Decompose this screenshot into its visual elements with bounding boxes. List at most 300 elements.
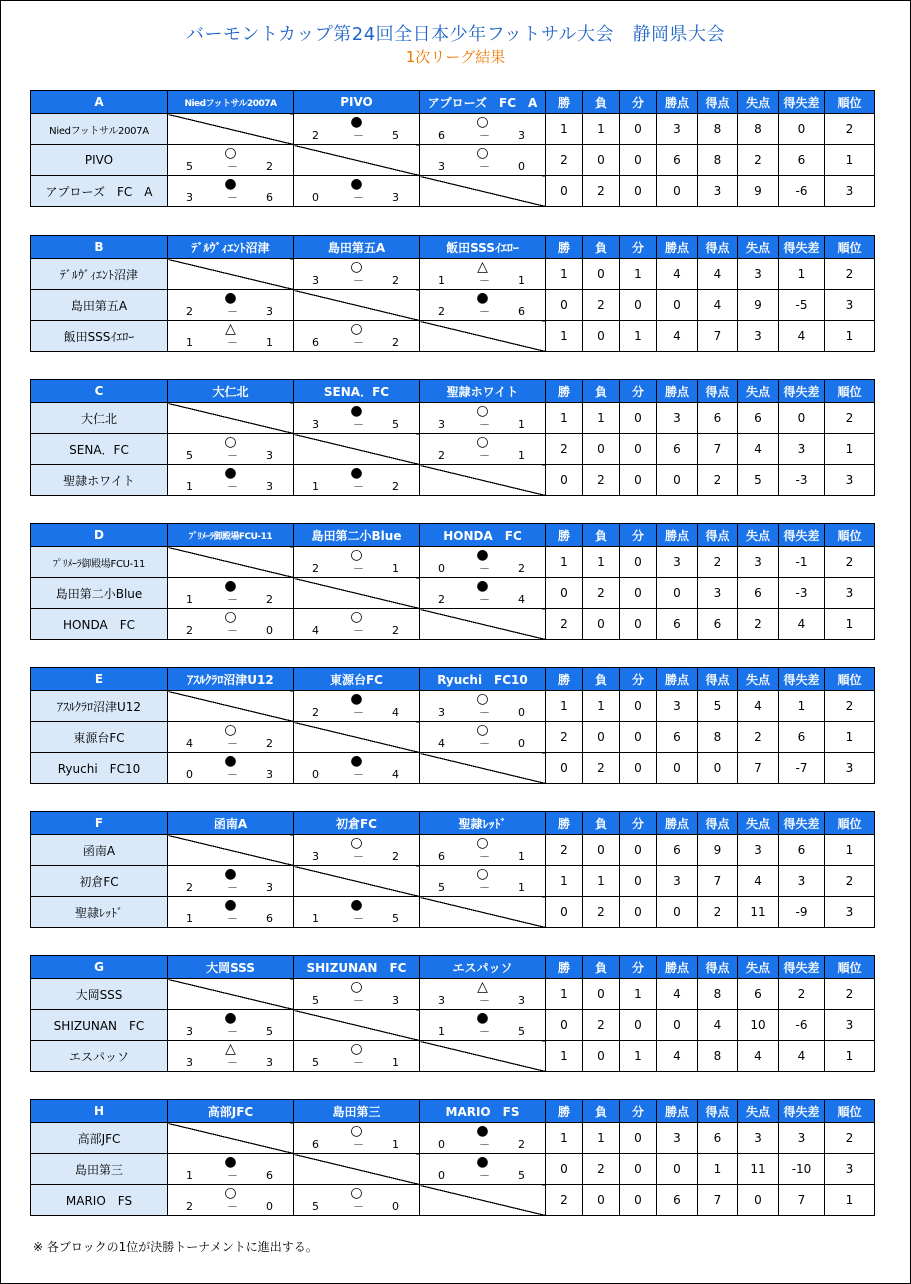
result-mark-icon: ● (476, 1010, 489, 1026)
match-result-cell (420, 114, 546, 145)
score-for: 3 (438, 160, 445, 173)
stat-value: 1 (583, 691, 620, 722)
result-mark-icon: ○ (224, 145, 237, 161)
row-team-name: 聖隷ﾚｯﾄﾞ (31, 897, 168, 928)
row-team-name: Niedフットサル2007A (31, 114, 168, 145)
stat-value: 8 (698, 1041, 738, 1072)
stat-header: 失点 (738, 668, 779, 691)
stat-value: 2 (825, 403, 875, 434)
stat-value: 8 (698, 979, 738, 1010)
stat-value: 0 (620, 176, 657, 207)
stat-value: 0 (620, 434, 657, 465)
stat-value: 4 (738, 691, 779, 722)
stat-header: 得失差 (779, 668, 825, 691)
stat-value: 1 (825, 145, 875, 176)
score-against: 5 (518, 1169, 525, 1182)
row-team-name: ﾌﾟﾘﾒｰﾗ御殿場FCU-11 (31, 547, 168, 578)
group-header-row (31, 1100, 875, 1123)
stat-value: 3 (738, 1123, 779, 1154)
stat-value: 1 (583, 547, 620, 578)
stat-value: 0 (583, 722, 620, 753)
result-mark-icon: ○ (350, 835, 363, 851)
stat-header: 得失差 (779, 956, 825, 979)
stat-value: 4 (738, 866, 779, 897)
stat-value: 4 (657, 1041, 698, 1072)
stat-header: 分 (620, 956, 657, 979)
stat-header: 勝点 (657, 812, 698, 835)
score-for: 6 (312, 336, 319, 349)
stat-value: 1 (583, 1123, 620, 1154)
stat-header: 順位 (825, 1100, 875, 1123)
score-for: 2 (438, 305, 445, 318)
result-mark-icon: ● (224, 1010, 237, 1026)
score-against: 2 (392, 274, 399, 287)
stat-header: 得点 (698, 380, 738, 403)
match-result-cell (420, 403, 546, 434)
stat-value: 2 (583, 1154, 620, 1185)
match-result-cell (420, 691, 546, 722)
stat-value: 3 (825, 465, 875, 496)
result-mark-icon: ● (224, 866, 237, 882)
stat-value: 6 (698, 403, 738, 434)
team-row (31, 1041, 875, 1072)
score-against: 6 (266, 912, 273, 925)
match-result-cell (294, 1041, 420, 1072)
stat-value: 0 (657, 897, 698, 928)
stat-header: 得失差 (779, 524, 825, 547)
match-result-cell (294, 897, 420, 928)
group-table-a (30, 90, 875, 207)
stat-header: 得失差 (779, 812, 825, 835)
stat-header: 勝 (546, 380, 583, 403)
team-row (31, 1154, 875, 1185)
result-mark-icon: ○ (350, 259, 363, 275)
stat-value: 6 (657, 609, 698, 640)
team-row (31, 145, 875, 176)
score-dash: － (479, 1169, 490, 1182)
match-result-cell (168, 722, 294, 753)
score-against: 5 (518, 1025, 525, 1038)
stat-value: 0 (620, 691, 657, 722)
group-table-b (30, 235, 875, 352)
stat-value: 4 (738, 1041, 779, 1072)
column-team-name: 函南A (168, 812, 294, 835)
score-for: 2 (312, 706, 319, 719)
group-table-f (30, 811, 875, 928)
score-for: 1 (186, 1169, 193, 1182)
stat-value: 8 (698, 145, 738, 176)
page-subtitle: 1次リーグ結果 (405, 48, 506, 66)
score-against: 6 (266, 1169, 273, 1182)
score-for: 4 (312, 624, 319, 637)
result-mark-icon: ○ (476, 722, 489, 738)
stat-value: 2 (546, 722, 583, 753)
score-for: 4 (438, 737, 445, 750)
match-result-cell (420, 1123, 546, 1154)
stat-value: 6 (738, 578, 779, 609)
score-dash: － (227, 480, 238, 493)
result-mark-icon: △ (477, 259, 488, 275)
stat-header: 順位 (825, 236, 875, 259)
score-dash: － (353, 912, 364, 925)
stat-value: 2 (738, 722, 779, 753)
self-match-cell (168, 835, 294, 866)
result-mark-icon: ○ (476, 835, 489, 851)
score-for: 0 (438, 1169, 445, 1182)
score-dash: － (479, 593, 490, 606)
group-table-g (30, 955, 875, 1072)
group-header-row (31, 812, 875, 835)
stat-value: 3 (779, 434, 825, 465)
stat-value: 1 (546, 547, 583, 578)
match-result-cell (294, 753, 420, 784)
row-team-name: 島田第三 (31, 1154, 168, 1185)
page-title: バーモントカップ第24回全日本少年フットサル大会 静岡県大会 (185, 24, 726, 45)
result-mark-icon: ● (350, 897, 363, 913)
score-for: 5 (312, 1200, 319, 1213)
stat-value: 2 (825, 979, 875, 1010)
stat-value: 2 (583, 753, 620, 784)
score-against: 3 (392, 191, 399, 204)
stat-value: 0 (620, 866, 657, 897)
stat-value: 1 (825, 722, 875, 753)
self-match-cell (168, 547, 294, 578)
score-against: 0 (518, 706, 525, 719)
stat-header: 得失差 (779, 236, 825, 259)
stat-value: 9 (738, 176, 779, 207)
score-dash: － (479, 129, 490, 142)
stat-header: 順位 (825, 91, 875, 114)
row-team-name: アプローズ FC A (31, 176, 168, 207)
score-dash: － (227, 1025, 238, 1038)
stat-value: 2 (825, 691, 875, 722)
match-result-cell (420, 1010, 546, 1041)
stat-header: 得点 (698, 956, 738, 979)
score-against: 0 (266, 624, 273, 637)
stat-value: 0 (583, 1185, 620, 1216)
score-for: 3 (438, 994, 445, 1007)
score-against: 4 (392, 706, 399, 719)
stat-value: 0 (620, 1154, 657, 1185)
stat-value: 11 (738, 1154, 779, 1185)
score-against: 1 (392, 1056, 399, 1069)
score-dash: － (353, 480, 364, 493)
match-result-cell (294, 1185, 420, 1216)
score-dash: － (227, 191, 238, 204)
result-mark-icon: ● (350, 176, 363, 192)
score-against: 1 (518, 418, 525, 431)
stat-value: 2 (825, 866, 875, 897)
match-result-cell (168, 609, 294, 640)
stat-value: 0 (657, 1154, 698, 1185)
score-against: 2 (392, 480, 399, 493)
score-for: 2 (186, 881, 193, 894)
score-for: 0 (438, 562, 445, 575)
row-team-name: 東源台FC (31, 722, 168, 753)
score-against: 2 (518, 562, 525, 575)
stat-header: 順位 (825, 668, 875, 691)
result-mark-icon: ○ (476, 114, 489, 130)
score-against: 2 (392, 850, 399, 863)
result-mark-icon: ● (476, 578, 489, 594)
stat-value: 4 (657, 259, 698, 290)
group-label: E (31, 668, 168, 691)
score-dash: － (479, 418, 490, 431)
stat-value: 6 (698, 609, 738, 640)
team-row (31, 114, 875, 145)
score-dash: － (353, 1138, 364, 1151)
match-result-cell (294, 465, 420, 496)
self-match-cell (168, 403, 294, 434)
stat-header: 得失差 (779, 380, 825, 403)
score-against: 1 (518, 881, 525, 894)
score-for: 5 (312, 1056, 319, 1069)
score-for: 6 (438, 129, 445, 142)
self-match-cell (420, 176, 546, 207)
self-match-cell (420, 321, 546, 352)
stat-header: 得失差 (779, 1100, 825, 1123)
stat-value: 1 (546, 403, 583, 434)
stat-value: 2 (583, 578, 620, 609)
group-label: H (31, 1100, 168, 1123)
result-mark-icon: ● (476, 290, 489, 306)
result-mark-icon: ○ (224, 434, 237, 450)
score-dash: － (479, 562, 490, 575)
score-dash: － (353, 562, 364, 575)
row-team-name: 島田第二小Blue (31, 578, 168, 609)
stat-value: 3 (657, 403, 698, 434)
score-for: 0 (186, 768, 193, 781)
result-mark-icon: ● (224, 465, 237, 481)
stat-header: 負 (583, 91, 620, 114)
stat-value: 9 (738, 290, 779, 321)
stat-value: 0 (657, 176, 698, 207)
stat-header: 勝点 (657, 380, 698, 403)
result-mark-icon: ○ (476, 145, 489, 161)
stat-header: 失点 (738, 956, 779, 979)
score-dash: － (227, 449, 238, 462)
stat-header: 得点 (698, 91, 738, 114)
stat-value: 2 (583, 176, 620, 207)
stat-header: 負 (583, 668, 620, 691)
score-against: 2 (266, 593, 273, 606)
score-for: 3 (186, 1025, 193, 1038)
score-for: 1 (312, 480, 319, 493)
stat-header: 失点 (738, 524, 779, 547)
score-dash: － (227, 768, 238, 781)
score-dash: － (353, 418, 364, 431)
score-dash: － (353, 768, 364, 781)
stat-value: 4 (698, 1010, 738, 1041)
self-match-cell (420, 1185, 546, 1216)
stat-value: 9 (698, 835, 738, 866)
self-match-cell (294, 1010, 420, 1041)
stat-value: 3 (825, 290, 875, 321)
match-result-cell (294, 114, 420, 145)
stat-value: 0 (546, 176, 583, 207)
result-mark-icon: ● (224, 176, 237, 192)
stat-header: 順位 (825, 524, 875, 547)
stat-header: 失点 (738, 812, 779, 835)
stat-value: 6 (738, 403, 779, 434)
group-header-row (31, 91, 875, 114)
score-dash: － (479, 737, 490, 750)
stat-value: 0 (657, 290, 698, 321)
stat-value: 2 (546, 434, 583, 465)
score-against: 2 (266, 737, 273, 750)
stat-value: 1 (825, 321, 875, 352)
row-team-name: 高部JFC (31, 1123, 168, 1154)
score-against: 3 (518, 994, 525, 1007)
stat-value: 1 (620, 259, 657, 290)
match-result-cell (168, 1185, 294, 1216)
group-header-row (31, 236, 875, 259)
team-row (31, 1185, 875, 1216)
score-against: 5 (266, 1025, 273, 1038)
stat-value: 2 (698, 897, 738, 928)
row-team-name: 聖隷ホワイト (31, 465, 168, 496)
score-for: 6 (312, 1138, 319, 1151)
team-row (31, 434, 875, 465)
group-table-h (30, 1099, 875, 1216)
stat-value: 0 (583, 321, 620, 352)
stat-value: 0 (583, 259, 620, 290)
stat-value: 8 (698, 114, 738, 145)
stat-value: 0 (620, 465, 657, 496)
stat-value: 3 (698, 176, 738, 207)
score-dash: － (353, 624, 364, 637)
stat-value: 2 (546, 145, 583, 176)
stat-value: 8 (738, 114, 779, 145)
score-dash: － (353, 274, 364, 287)
stat-header: 勝点 (657, 1100, 698, 1123)
stat-value: 2 (583, 1010, 620, 1041)
stat-value: 1 (546, 691, 583, 722)
score-dash: － (353, 850, 364, 863)
column-team-name: 飯田SSSｲｴﾛｰ (420, 236, 546, 259)
stat-header: 勝 (546, 668, 583, 691)
stat-value: 0 (620, 1010, 657, 1041)
score-against: 0 (518, 737, 525, 750)
match-result-cell (420, 547, 546, 578)
stat-value: 1 (583, 403, 620, 434)
score-for: 0 (312, 768, 319, 781)
row-team-name: 大仁北 (31, 403, 168, 434)
stat-value: 0 (620, 753, 657, 784)
stat-value: 3 (657, 691, 698, 722)
stat-value: 4 (657, 979, 698, 1010)
score-against: 0 (392, 1200, 399, 1213)
stat-value: 3 (825, 897, 875, 928)
match-result-cell (168, 145, 294, 176)
stat-header: 失点 (738, 1100, 779, 1123)
score-for: 3 (186, 1056, 193, 1069)
stat-value: 0 (620, 1185, 657, 1216)
team-row (31, 897, 875, 928)
score-for: 0 (312, 191, 319, 204)
stat-value: 2 (698, 547, 738, 578)
stat-value: 4 (657, 321, 698, 352)
team-row (31, 547, 875, 578)
column-team-name: MARIO FS (420, 1100, 546, 1123)
stat-value: 3 (657, 547, 698, 578)
stat-value: 6 (657, 835, 698, 866)
score-against: 5 (392, 418, 399, 431)
score-against: 3 (518, 129, 525, 142)
score-for: 1 (186, 480, 193, 493)
team-row (31, 753, 875, 784)
column-team-name: 東源台FC (294, 668, 420, 691)
match-result-cell (168, 1154, 294, 1185)
score-against: 4 (518, 593, 525, 606)
score-dash: － (227, 912, 238, 925)
stat-header: 順位 (825, 380, 875, 403)
score-dash: － (353, 1056, 364, 1069)
self-match-cell (168, 691, 294, 722)
stat-value: 7 (698, 434, 738, 465)
score-dash: － (227, 881, 238, 894)
stat-value: -1 (779, 547, 825, 578)
stat-value: -7 (779, 753, 825, 784)
stat-value: 2 (825, 547, 875, 578)
score-dash: － (479, 274, 490, 287)
stat-value: 1 (546, 321, 583, 352)
stat-header: 分 (620, 812, 657, 835)
match-result-cell (168, 321, 294, 352)
stat-value: 2 (546, 835, 583, 866)
score-against: 6 (518, 305, 525, 318)
group-label: F (31, 812, 168, 835)
result-mark-icon: ○ (350, 321, 363, 337)
result-mark-icon: ○ (350, 979, 363, 995)
result-mark-icon: ○ (476, 403, 489, 419)
score-for: 5 (312, 994, 319, 1007)
result-mark-icon: △ (477, 979, 488, 995)
stat-header: 勝 (546, 1100, 583, 1123)
stat-value: 0 (546, 290, 583, 321)
group-label: B (31, 236, 168, 259)
score-for: 3 (312, 850, 319, 863)
stat-value: -3 (779, 465, 825, 496)
stat-value: 0 (620, 835, 657, 866)
stat-value: 3 (657, 114, 698, 145)
stat-header: 勝 (546, 236, 583, 259)
score-for: 5 (186, 160, 193, 173)
row-team-name: 初倉FC (31, 866, 168, 897)
team-row (31, 321, 875, 352)
stat-value: 3 (698, 578, 738, 609)
team-row (31, 979, 875, 1010)
stat-header: 負 (583, 380, 620, 403)
row-team-name: SENA．FC (31, 434, 168, 465)
stat-header: 順位 (825, 956, 875, 979)
stat-value: 7 (698, 866, 738, 897)
score-against: 3 (266, 881, 273, 894)
stat-value: 3 (779, 866, 825, 897)
team-row (31, 866, 875, 897)
team-row (31, 835, 875, 866)
stat-value: 4 (779, 1041, 825, 1072)
row-team-name: HONDA FC (31, 609, 168, 640)
column-team-name: 大仁北 (168, 380, 294, 403)
stat-value: 3 (738, 259, 779, 290)
stat-value: 0 (583, 609, 620, 640)
group-header-row (31, 956, 875, 979)
result-mark-icon: ● (224, 1154, 237, 1170)
result-mark-icon: ○ (476, 434, 489, 450)
stat-value: 0 (546, 578, 583, 609)
score-dash: － (227, 336, 238, 349)
